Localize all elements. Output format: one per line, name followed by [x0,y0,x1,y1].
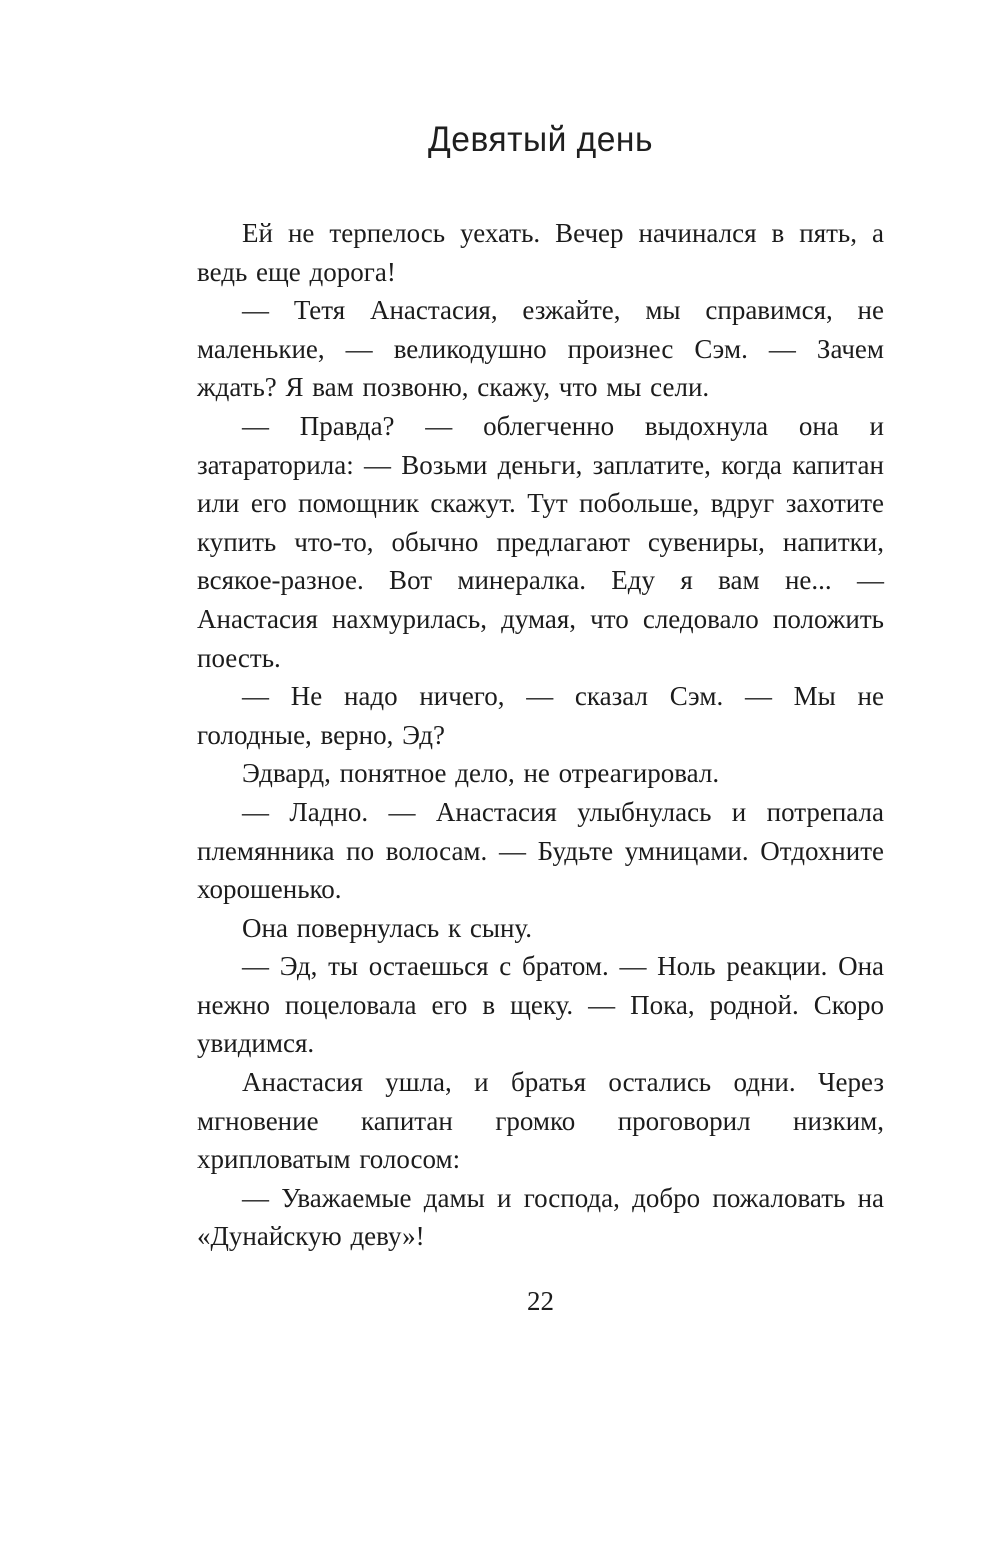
paragraph: — Правда? — облегченно выдохнула она и затараторила: — Возьми деньги, заплатите, когда капитан или его помощник скажут. Тут побольше, вдруг захотите купить что-то, обычно предлагают сувениры, напитки, всякое-разное. Вот минералка. Еду я вам не... — Анастасия нахмурилась, думая, что следовало положить поесть. [197,410,884,673]
paragraph: Эдвард, понятное дело, не отреагировал. [242,758,720,789]
paragraph: Анастасия ушла, и братья остались одни. Через мгновение капитан громко проговорил низким, хрипловатым голосом: [197,1067,884,1175]
chapter-title: Девятый день [428,120,653,159]
paragraph: — Ладно. — Анастасия улыбнулась и потрепала племянника по волосам. — Будьте умницами. Отдохните хорошенько. [197,796,884,905]
page-number: 22 [527,1286,554,1317]
paragraph: — Не надо ничего, — сказал Сэм. — Мы не голодные, верно, Эд? [197,681,884,750]
paragraph: — Уважаемые дамы и господа, добро пожаловать на «Дунайскую деву»! [197,1182,884,1252]
paragraph: Она повернулась к сыну. [242,912,532,943]
body-text [197,214,884,1256]
paragraph: Ей не терпелось уехать. Вечер начинался в пять, а ведь еще дорога! [197,218,884,287]
paragraph: — Тетя Анастасия, езжайте, мы справимся, не маленькие, — великодушно произнес Сэм. — Зачем ждать? Я вам позвоню, скажу, что мы сели. [197,295,884,403]
paragraph: — Эд, ты остаешься с братом. — Ноль реакции. Она нежно поцеловала его в щеку. — Пока, родной. Скоро увидимся. [197,951,884,1059]
